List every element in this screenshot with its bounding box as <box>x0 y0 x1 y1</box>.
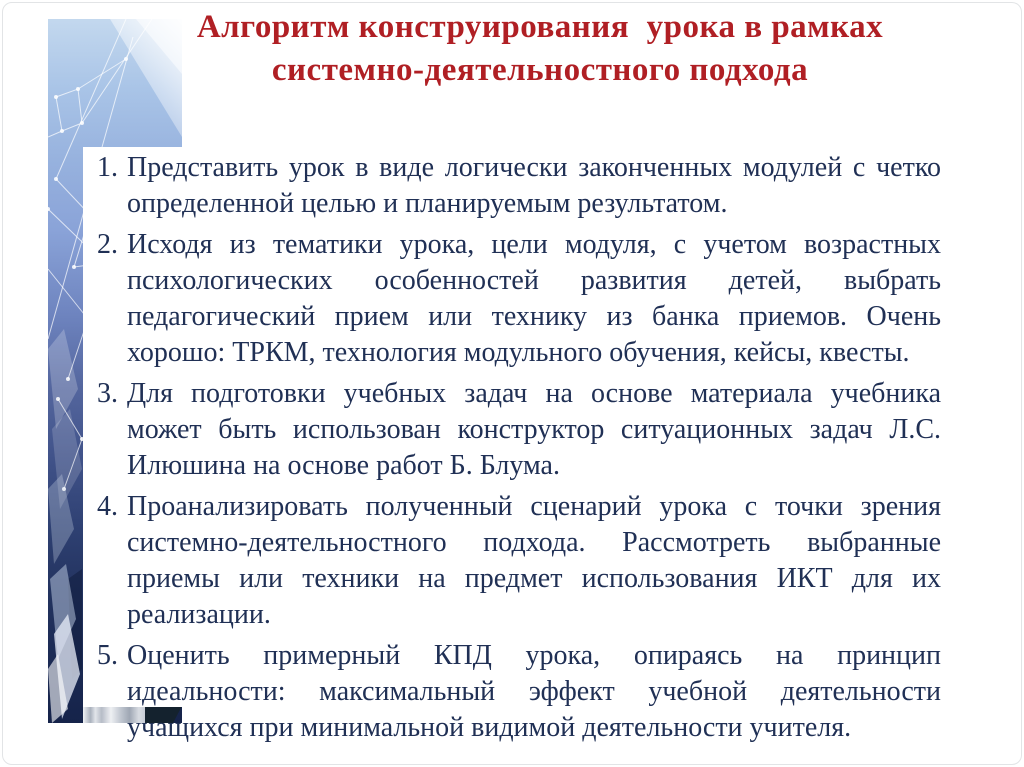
list-item-1 <box>97 150 941 222</box>
list-item-1-number: 1. <box>97 152 118 183</box>
algorithm-list <box>97 150 941 751</box>
slide-title: Алгоритм конструирования урока в рамках системно-деятельностного подхода <box>196 9 892 88</box>
list-item-2-number: 2. <box>97 229 118 260</box>
list-item-4-text: Проанализировать полученный сценарий урока с точки зрения системно-деятельностного подхода. Рассмотреть выбранные приемы или техники на предмет использования ИКТ для их реализации. <box>127 491 941 630</box>
list-item-5-number: 5. <box>97 640 118 671</box>
list-item-5-text: Оценить примерный КПД урока, опираясь на принцип идеальности: максимальный эффект учебной деятельности учащихся при минимальной видимой деятельности учителя. <box>127 640 941 743</box>
list-item-4 <box>97 489 941 633</box>
list-item-3-text: Для подготовки учебных задач на основе материала учебника может быть использован конструктор ситуационных задач Л.С. Илюшина на основе работ Б. Блума. <box>127 378 941 481</box>
list-item-1-text: Представить урок в виде логически законченных модулей с четко определенной целью и планируемым результатом. <box>127 152 941 219</box>
list-item-5 <box>97 638 941 746</box>
list-item-3-number: 3. <box>97 378 118 409</box>
list-item-4-number: 4. <box>97 491 118 522</box>
list-item-3 <box>97 376 941 484</box>
list-item-2-text: Исходя из тематики урока, цели модуля, с учетом возрастных психологических особенностей развития детей, выбрать педагогический прием или технику из банка приемов. Очень хорошо: ТРКМ, технология модульного обучения, кейсы, квесты. <box>127 229 941 368</box>
list-item-2 <box>97 227 941 371</box>
